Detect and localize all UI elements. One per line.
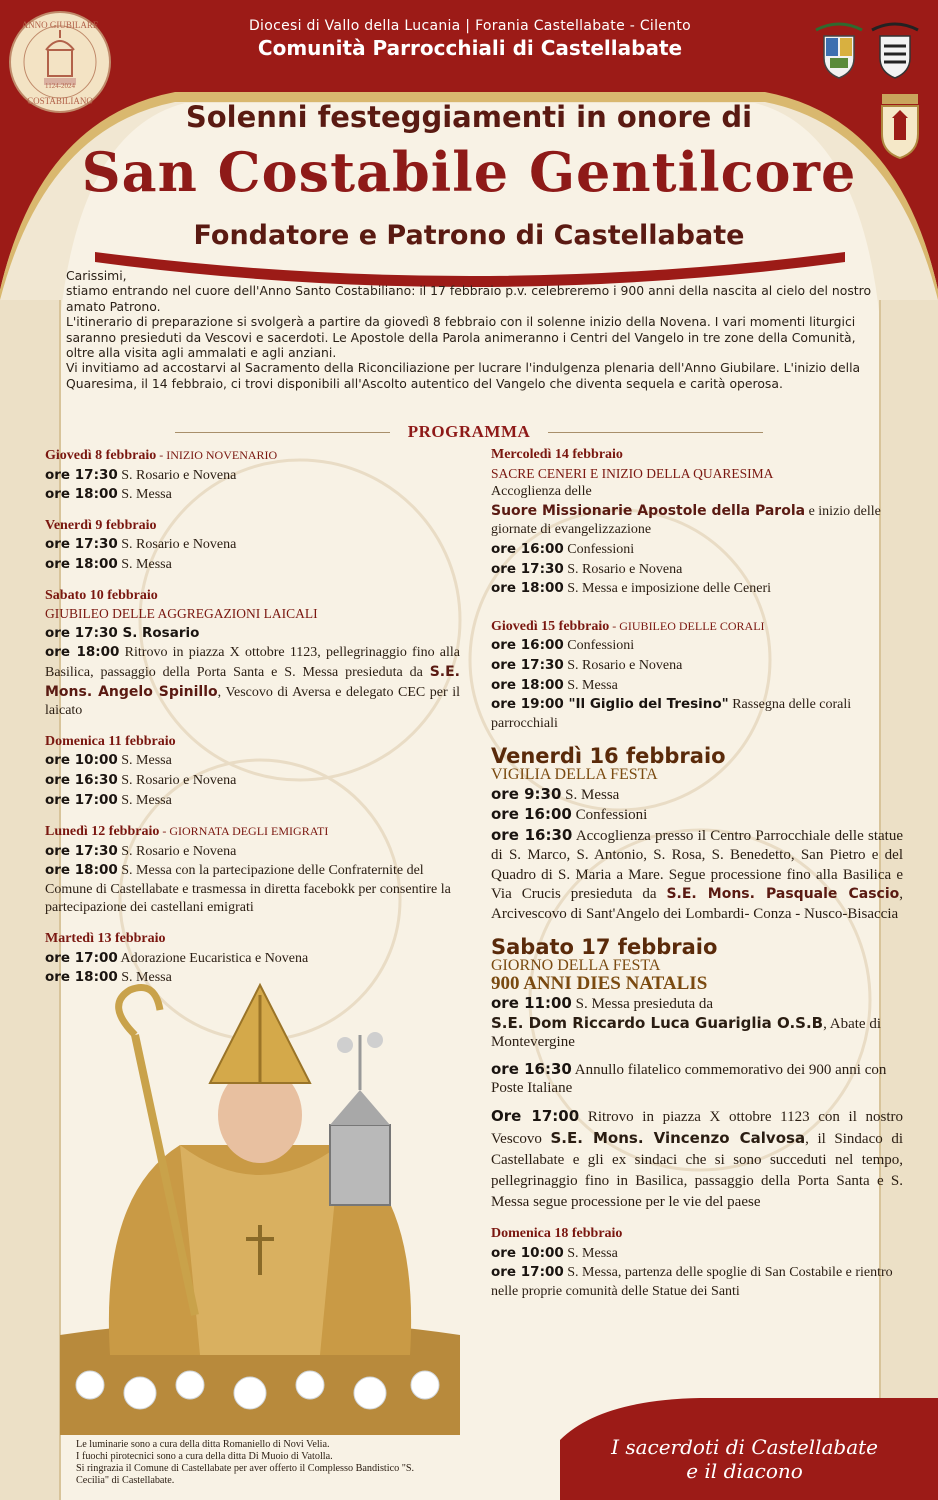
guests-name: Suore Missionarie Apostole della Parola xyxy=(491,502,806,519)
event: Accoglienza presso il Centro Parrocchiale delle statue di S. Marco, S. Antonio, S. Rosa, S. Benedetto, San Pietro e del Quadro di S. Maria a Mare. Segue processione fino alla Basilica e Via Crucis presieduta da xyxy=(491,827,903,903)
event: S. Rosario e Novena xyxy=(117,772,237,788)
time: ore 17:30 xyxy=(491,560,564,577)
event: S. Messa xyxy=(117,792,172,808)
day-heading xyxy=(45,446,460,466)
header xyxy=(200,18,740,60)
event: S. Messa xyxy=(117,970,172,986)
credit-line: Le luminarie sono a cura della ditta Romaniello di Novi Velia. xyxy=(76,1439,330,1450)
time: ore 17:30 xyxy=(45,536,118,553)
time: ore 17:00 xyxy=(45,791,118,808)
time: ore 17:30 xyxy=(491,656,564,673)
logo-bottom-text: COSTABILIANO xyxy=(27,96,93,106)
celebrant-name: S.E. Mons. Angelo Spinillo xyxy=(45,663,460,700)
event: S. Messa xyxy=(117,556,172,572)
day-subtitle: SACRE CENERI E INIZIO DELLA QUARESIMA xyxy=(491,465,774,481)
intro-greeting: Carissimi, xyxy=(66,268,127,283)
bishop-name: S.E. Mons. Vincenzo Calvosa xyxy=(550,1128,806,1147)
programma-heading: PROGRAMMA xyxy=(407,422,531,441)
day-tag: - GIUBILEO DELLE CORALI xyxy=(609,618,765,633)
event: , il Sindaco di Castellabate e gli ex sindaci che si sono succeduti nel tempo, pellegrinaggio fino in Basilica, passaggio della Porta Santa e S. Messa segue processione per le vie del paese xyxy=(491,1130,904,1210)
day-heading: Sabato 10 febbraio xyxy=(45,587,158,603)
day-block xyxy=(45,587,460,721)
event: S. Rosario e Novena xyxy=(117,467,237,483)
signature-text xyxy=(611,1435,878,1483)
time: ore 16:00 xyxy=(491,540,564,557)
event: Rassegna delle corali parrocchiali xyxy=(491,697,852,731)
event: S. Messa presieduta da xyxy=(571,995,714,1012)
day-heading: Domenica 11 febbraio xyxy=(45,733,176,749)
day-subtitle-highlight: 900 ANNI DIES NATALIS xyxy=(491,973,708,995)
saint-statue-image xyxy=(60,975,460,1435)
event: Annullo filatelico commemorativo dei 900 anni con Poste Italiane xyxy=(491,1061,887,1097)
archbishop-coat-of-arms-icon xyxy=(868,22,922,82)
credit-line: Si ringrazia il Comune di Castellabate per aver offerto il Complesso Bandistico "S. Cecilia" di Castellabate. xyxy=(76,1463,415,1486)
credit-line: I fuochi pirotecnici sono a cura della ditta Di Muoio di Vatolla. xyxy=(76,1451,333,1462)
day-heading: Sabato 17 febbraio xyxy=(491,935,718,960)
day-tag: - INIZIO NOVENARIO xyxy=(156,448,278,462)
event: S. Messa xyxy=(563,677,618,693)
event: S. Messa con la partecipazione delle Confraternite del Comune di Castellabate e trasmessa in diretta facebokk per consentire la partecipazione dei castellani emigrati xyxy=(45,863,451,916)
day-heading xyxy=(491,617,903,637)
time: ore 18:00 xyxy=(45,969,118,986)
day-date: Lunedì 12 febbraio xyxy=(45,824,160,840)
time: ore 16:30 xyxy=(491,825,573,844)
time: ore 17:00 xyxy=(45,949,118,966)
program-right-column xyxy=(491,446,903,1301)
day-heading: Martedì 13 febbraio xyxy=(45,931,166,947)
event: S. Messa xyxy=(561,786,620,803)
signature-line-2: e il diacono xyxy=(686,1459,803,1483)
time: ore 18:00 xyxy=(45,486,118,503)
bishop-coat-of-arms-icon xyxy=(812,22,866,82)
day-block xyxy=(491,446,903,599)
event: Ritrovo in piazza X ottobre 1123 con il nostro Vescovo xyxy=(491,1108,903,1147)
day-date: Giovedì 15 febbraio xyxy=(491,618,610,634)
intro-paragraph: L'itinerario di preparazione si svolgerà a partire da giovedì 8 febbraio con il solenne inizio della Novena. I vari momenti liturgici saranno presieduti da Vescovi e sacerdoti. Le Apostole della Parola animeranno i Centri del Vangelo in tre zone della Comunità, oltre alla visita agli ammalati e agli anziani. xyxy=(66,314,856,361)
event: Confessioni xyxy=(563,541,635,557)
time: ore 19:00 xyxy=(491,696,564,713)
day-heading: Venerdì 9 febbraio xyxy=(45,517,157,533)
event: S. Messa e imposizione delle Ceneri xyxy=(563,581,771,597)
time: ore 17:00 xyxy=(491,1264,564,1281)
day-heading: Mercoledì 14 febbraio xyxy=(491,447,623,462)
event: S. Messa, partenza delle spoglie di San Costabile e rientro nelle proprie comunità delle Statue dei Santi xyxy=(491,1265,893,1299)
celebrant-name: S.E. Mons. Pasquale Cascio xyxy=(666,886,900,903)
intro-paragraph: Vi invitiamo ad accostarvi al Sacramento della Riconciliazione per lucrare l'indulgenza plenaria dell'Anno Giubilare. L'inizio della Quaresima, il 14 febbraio, ci trovi disponibili all'Ascolto autentico del Vangelo che diventa sequela e carità operosa. xyxy=(66,360,861,391)
title-saint-name: San Costabile Gentilcore xyxy=(81,140,857,204)
day-subtitle: GIUBILEO DELLE AGGREGAZIONI LAICALI xyxy=(45,606,318,622)
divider xyxy=(548,432,763,433)
program-left-column xyxy=(45,446,460,988)
day-block xyxy=(45,446,460,505)
event: S. Rosario e Novena xyxy=(563,657,683,673)
intro-letter xyxy=(66,268,881,391)
signature xyxy=(560,1397,938,1500)
time: ore 18:00 xyxy=(45,555,118,572)
logo-years: 1124-2024 xyxy=(44,82,76,90)
time: ore 10:00 xyxy=(45,752,118,769)
event: S. Rosario e Novena xyxy=(563,561,683,577)
event: , Arcivescovo di Sant'Angelo dei Lombardi- Conza - Nusco-Bisaccia xyxy=(491,886,903,922)
day-block xyxy=(491,617,903,734)
event: S. Messa xyxy=(563,1245,618,1261)
time: ore 17:30 xyxy=(45,842,118,859)
day-block xyxy=(45,733,460,810)
day-heading: Domenica 18 febbraio xyxy=(491,1225,623,1241)
event: S. Rosario e Novena xyxy=(117,537,237,553)
event: S. Rosario e Novena xyxy=(117,843,237,859)
day-block xyxy=(45,822,460,918)
day-block xyxy=(45,517,460,575)
day-date: Giovedì 8 febbraio xyxy=(45,448,157,463)
time: Ore 17:00 xyxy=(491,1106,580,1125)
day-block xyxy=(491,935,904,1213)
credits xyxy=(76,1439,416,1487)
time: ore 17:30 xyxy=(45,466,118,483)
title-subtitle: Fondatore e Patrono di Castellabate xyxy=(193,220,745,251)
time: ore 16:30 xyxy=(45,771,118,788)
time: ore 18:00 xyxy=(45,644,120,661)
event: , Vescovo di Aversa e delegato CEC per il laicato xyxy=(45,684,460,719)
day-heading: Venerdì 16 febbraio xyxy=(491,744,726,769)
time: ore 17:30 xyxy=(45,624,118,641)
time: ore 10:00 xyxy=(491,1244,564,1261)
event: S. Messa xyxy=(117,753,172,769)
event: Confessioni xyxy=(571,807,648,824)
event-title: "Il Giglio del Tresino" xyxy=(563,696,729,713)
day-subtitle: VIGILIA DELLA FESTA xyxy=(491,765,658,783)
time: ore 16:00 xyxy=(491,637,564,654)
time: ore 18:00 xyxy=(491,580,564,597)
event: , Abate di Montevergine xyxy=(491,1015,881,1051)
event: Confessioni xyxy=(563,638,635,654)
celebrant-name: S.E. Dom Riccardo Luca Guariglia O.S.B xyxy=(491,1013,824,1032)
time: ore 18:00 xyxy=(491,676,564,693)
day-block xyxy=(491,1225,903,1301)
time: ore 11:00 xyxy=(491,993,572,1012)
day-heading xyxy=(45,822,460,842)
title-line-1: Solenni festeggiamenti in onore di xyxy=(185,100,753,134)
intro-paragraph: stiamo entrando nel cuore dell'Anno Santo Costabiliano: il 17 febbraio p.v. celebreremo i 900 anni della nascita al cielo del nostro amato Patrono. xyxy=(66,283,872,314)
event: e inizio delle giornate di evangelizzazione xyxy=(491,503,881,538)
event: Adorazione Eucaristica e Novena xyxy=(117,950,309,966)
time: ore 16:30 xyxy=(491,1059,572,1078)
time: ore 16:00 xyxy=(491,805,572,824)
time: ore 9:30 xyxy=(491,784,562,803)
event: S. Messa xyxy=(117,487,172,503)
day-tag: - GIORNATA DEGLI EMIGRATI xyxy=(159,824,329,839)
event: Accoglienza delle xyxy=(491,484,592,500)
signature-line-1: I sacerdoti di Castellabate xyxy=(611,1435,878,1459)
logo-top-text: ANNO GIUBILARE xyxy=(21,20,99,30)
day-block xyxy=(491,744,903,924)
diocese-line: Diocesi di Vallo della Lucania | Forania Castellabate - Cilento xyxy=(248,18,692,34)
time: ore 18:00 xyxy=(45,862,118,879)
community-line: Comunità Parrocchiali di Castellabate xyxy=(257,36,683,60)
day-subtitle: GIORNO DELLA FESTA xyxy=(491,956,661,974)
event: S. Rosario xyxy=(117,624,200,641)
event: Ritrovo in piazza X ottobre 1123, pellegrinaggio fino alla Basilica, passaggio della Porta Santa e S. Messa presieduta da xyxy=(45,645,461,680)
